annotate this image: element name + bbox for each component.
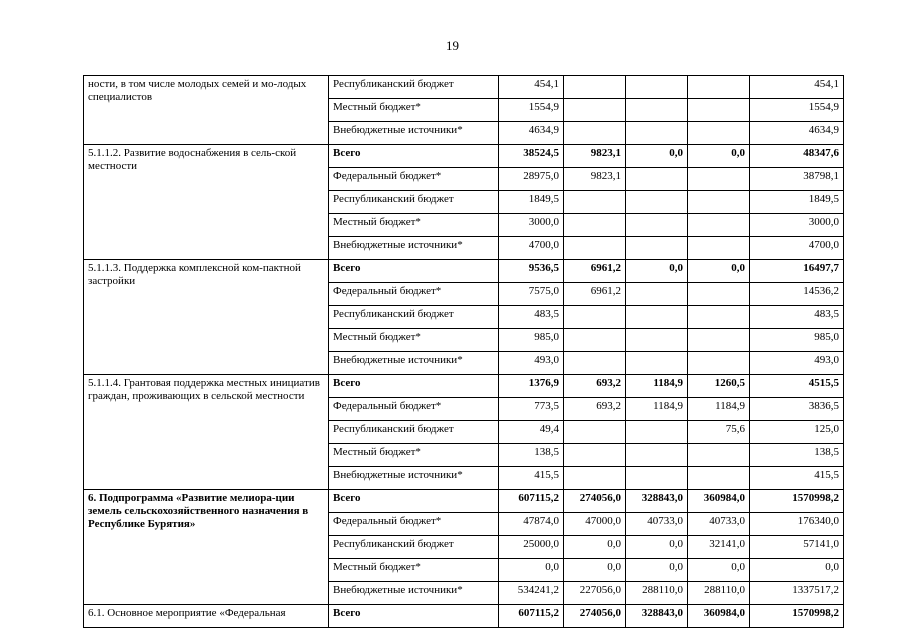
funding-source-cell: Местный бюджет*	[329, 329, 499, 352]
table-row	[84, 375, 844, 398]
funding-source-cell: Местный бюджет*	[329, 559, 499, 582]
value-cell: 773,5	[499, 398, 564, 421]
value-cell	[564, 352, 626, 375]
funding-source-cell: Местный бюджет*	[329, 99, 499, 122]
value-cell: 693,2	[564, 375, 626, 398]
total-cell: 16497,7	[750, 260, 844, 283]
table-row	[84, 145, 844, 168]
value-cell	[626, 421, 688, 444]
value-cell: 607115,2	[499, 605, 564, 628]
page-number: 19	[446, 38, 459, 53]
value-cell	[688, 444, 750, 467]
value-cell: 28975,0	[499, 168, 564, 191]
total-cell: 1570998,2	[750, 605, 844, 628]
value-cell	[564, 214, 626, 237]
value-cell	[626, 191, 688, 214]
value-cell: 493,0	[499, 352, 564, 375]
funding-source-cell: Внебюджетные источники*	[329, 237, 499, 260]
total-cell: 4700,0	[750, 237, 844, 260]
total-cell: 3836,5	[750, 398, 844, 421]
value-cell	[626, 306, 688, 329]
value-cell: 1260,5	[688, 375, 750, 398]
value-cell: 4700,0	[499, 237, 564, 260]
funding-source-cell: Республиканский бюджет	[329, 536, 499, 559]
value-cell: 3000,0	[499, 214, 564, 237]
value-cell: 227056,0	[564, 582, 626, 605]
value-cell	[626, 352, 688, 375]
total-cell: 483,5	[750, 306, 844, 329]
item-name-cell: 5.1.1.2. Развитие водоснабжения в сель-ской местности	[84, 145, 329, 260]
value-cell: 9536,5	[499, 260, 564, 283]
value-cell: 0,0	[626, 145, 688, 168]
funding-source-cell: Республиканский бюджет	[329, 191, 499, 214]
value-cell: 75,6	[688, 421, 750, 444]
value-cell: 0,0	[626, 536, 688, 559]
value-cell: 360984,0	[688, 605, 750, 628]
budget-table	[83, 75, 844, 628]
funding-source-cell: Федеральный бюджет*	[329, 513, 499, 536]
total-cell: 4634,9	[750, 122, 844, 145]
value-cell: 38524,5	[499, 145, 564, 168]
value-cell	[564, 191, 626, 214]
value-cell: 1849,5	[499, 191, 564, 214]
value-cell	[688, 306, 750, 329]
value-cell: 454,1	[499, 76, 564, 99]
table-row	[84, 490, 844, 513]
value-cell	[688, 467, 750, 490]
value-cell: 0,0	[688, 559, 750, 582]
value-cell: 1184,9	[626, 375, 688, 398]
value-cell: 1376,9	[499, 375, 564, 398]
item-name-cell: 5.1.1.3. Поддержка комплексной ком-пактной застройки	[84, 260, 329, 375]
value-cell: 0,0	[626, 260, 688, 283]
funding-source-cell: Внебюджетные источники*	[329, 467, 499, 490]
value-cell	[688, 283, 750, 306]
funding-source-cell: Республиканский бюджет	[329, 306, 499, 329]
value-cell: 0,0	[564, 536, 626, 559]
funding-source-cell: Внебюджетные источники*	[329, 582, 499, 605]
value-cell	[564, 237, 626, 260]
value-cell	[688, 76, 750, 99]
value-cell: 483,5	[499, 306, 564, 329]
value-cell: 328843,0	[626, 490, 688, 513]
value-cell: 0,0	[564, 559, 626, 582]
funding-source-cell: Местный бюджет*	[329, 214, 499, 237]
total-cell: 1554,9	[750, 99, 844, 122]
value-cell	[626, 237, 688, 260]
value-cell: 47000,0	[564, 513, 626, 536]
total-cell: 4515,5	[750, 375, 844, 398]
total-cell: 48347,6	[750, 145, 844, 168]
funding-source-cell: Внебюджетные источники*	[329, 352, 499, 375]
table-row	[84, 605, 844, 628]
value-cell	[688, 237, 750, 260]
total-cell: 0,0	[750, 559, 844, 582]
funding-source-cell: Внебюджетные источники*	[329, 122, 499, 145]
funding-source-cell: Всего	[329, 260, 499, 283]
total-cell: 493,0	[750, 352, 844, 375]
funding-source-cell: Всего	[329, 375, 499, 398]
value-cell: 25000,0	[499, 536, 564, 559]
value-cell: 40733,0	[688, 513, 750, 536]
value-cell: 9823,1	[564, 145, 626, 168]
value-cell	[564, 122, 626, 145]
value-cell: 9823,1	[564, 168, 626, 191]
value-cell: 6961,2	[564, 260, 626, 283]
value-cell	[626, 122, 688, 145]
value-cell: 0,0	[626, 559, 688, 582]
value-cell: 1554,9	[499, 99, 564, 122]
total-cell: 138,5	[750, 444, 844, 467]
total-cell: 415,5	[750, 467, 844, 490]
total-cell: 57141,0	[750, 536, 844, 559]
total-cell: 125,0	[750, 421, 844, 444]
value-cell: 32141,0	[688, 536, 750, 559]
total-cell: 14536,2	[750, 283, 844, 306]
value-cell: 138,5	[499, 444, 564, 467]
total-cell: 1849,5	[750, 191, 844, 214]
value-cell: 607115,2	[499, 490, 564, 513]
value-cell	[564, 444, 626, 467]
value-cell	[626, 99, 688, 122]
value-cell	[688, 352, 750, 375]
funding-source-cell: Всего	[329, 145, 499, 168]
value-cell: 0,0	[688, 145, 750, 168]
table-body	[84, 76, 844, 628]
value-cell	[626, 214, 688, 237]
value-cell: 40733,0	[626, 513, 688, 536]
value-cell	[688, 191, 750, 214]
value-cell: 0,0	[499, 559, 564, 582]
value-cell	[564, 467, 626, 490]
value-cell: 6961,2	[564, 283, 626, 306]
value-cell: 274056,0	[564, 490, 626, 513]
value-cell	[626, 168, 688, 191]
total-cell: 454,1	[750, 76, 844, 99]
funding-source-cell: Республиканский бюджет	[329, 421, 499, 444]
funding-source-cell: Всего	[329, 605, 499, 628]
value-cell: 274056,0	[564, 605, 626, 628]
value-cell: 47874,0	[499, 513, 564, 536]
value-cell: 693,2	[564, 398, 626, 421]
value-cell: 1184,9	[688, 398, 750, 421]
table-row	[84, 260, 844, 283]
total-cell: 3000,0	[750, 214, 844, 237]
value-cell: 4634,9	[499, 122, 564, 145]
value-cell	[564, 329, 626, 352]
funding-source-cell: Федеральный бюджет*	[329, 398, 499, 421]
funding-source-cell: Республиканский бюджет	[329, 76, 499, 99]
funding-source-cell: Федеральный бюджет*	[329, 283, 499, 306]
funding-source-cell: Местный бюджет*	[329, 444, 499, 467]
value-cell: 49,4	[499, 421, 564, 444]
value-cell	[626, 467, 688, 490]
value-cell	[688, 99, 750, 122]
value-cell: 985,0	[499, 329, 564, 352]
value-cell: 7575,0	[499, 283, 564, 306]
value-cell: 534241,2	[499, 582, 564, 605]
value-cell	[564, 99, 626, 122]
value-cell	[626, 76, 688, 99]
value-cell: 415,5	[499, 467, 564, 490]
item-name-cell: 5.1.1.4. Грантовая поддержка местных инициатив граждан, проживающих в сельской местности	[84, 375, 329, 490]
total-cell: 1570998,2	[750, 490, 844, 513]
total-cell: 38798,1	[750, 168, 844, 191]
value-cell: 328843,0	[626, 605, 688, 628]
table-row	[84, 76, 844, 99]
value-cell	[688, 329, 750, 352]
value-cell	[564, 76, 626, 99]
value-cell: 0,0	[688, 260, 750, 283]
value-cell: 1184,9	[626, 398, 688, 421]
value-cell	[688, 214, 750, 237]
value-cell	[564, 421, 626, 444]
value-cell: 288110,0	[626, 582, 688, 605]
funding-source-cell: Всего	[329, 490, 499, 513]
value-cell	[688, 168, 750, 191]
total-cell: 985,0	[750, 329, 844, 352]
total-cell: 176340,0	[750, 513, 844, 536]
item-name-cell: 6. Подпрограмма «Развитие мелиора-ции земель сельскохозяйственного назначения в Республике Бурятия»	[84, 490, 329, 605]
value-cell	[626, 283, 688, 306]
value-cell	[626, 329, 688, 352]
total-cell: 1337517,2	[750, 582, 844, 605]
item-name-cell: ности, в том числе молодых семей и мо-лодых специалистов	[84, 76, 329, 145]
funding-source-cell: Федеральный бюджет*	[329, 168, 499, 191]
value-cell	[626, 444, 688, 467]
value-cell	[688, 122, 750, 145]
value-cell: 288110,0	[688, 582, 750, 605]
value-cell	[564, 306, 626, 329]
value-cell: 360984,0	[688, 490, 750, 513]
item-name-cell: 6.1. Основное мероприятие «Федеральная	[84, 605, 329, 628]
